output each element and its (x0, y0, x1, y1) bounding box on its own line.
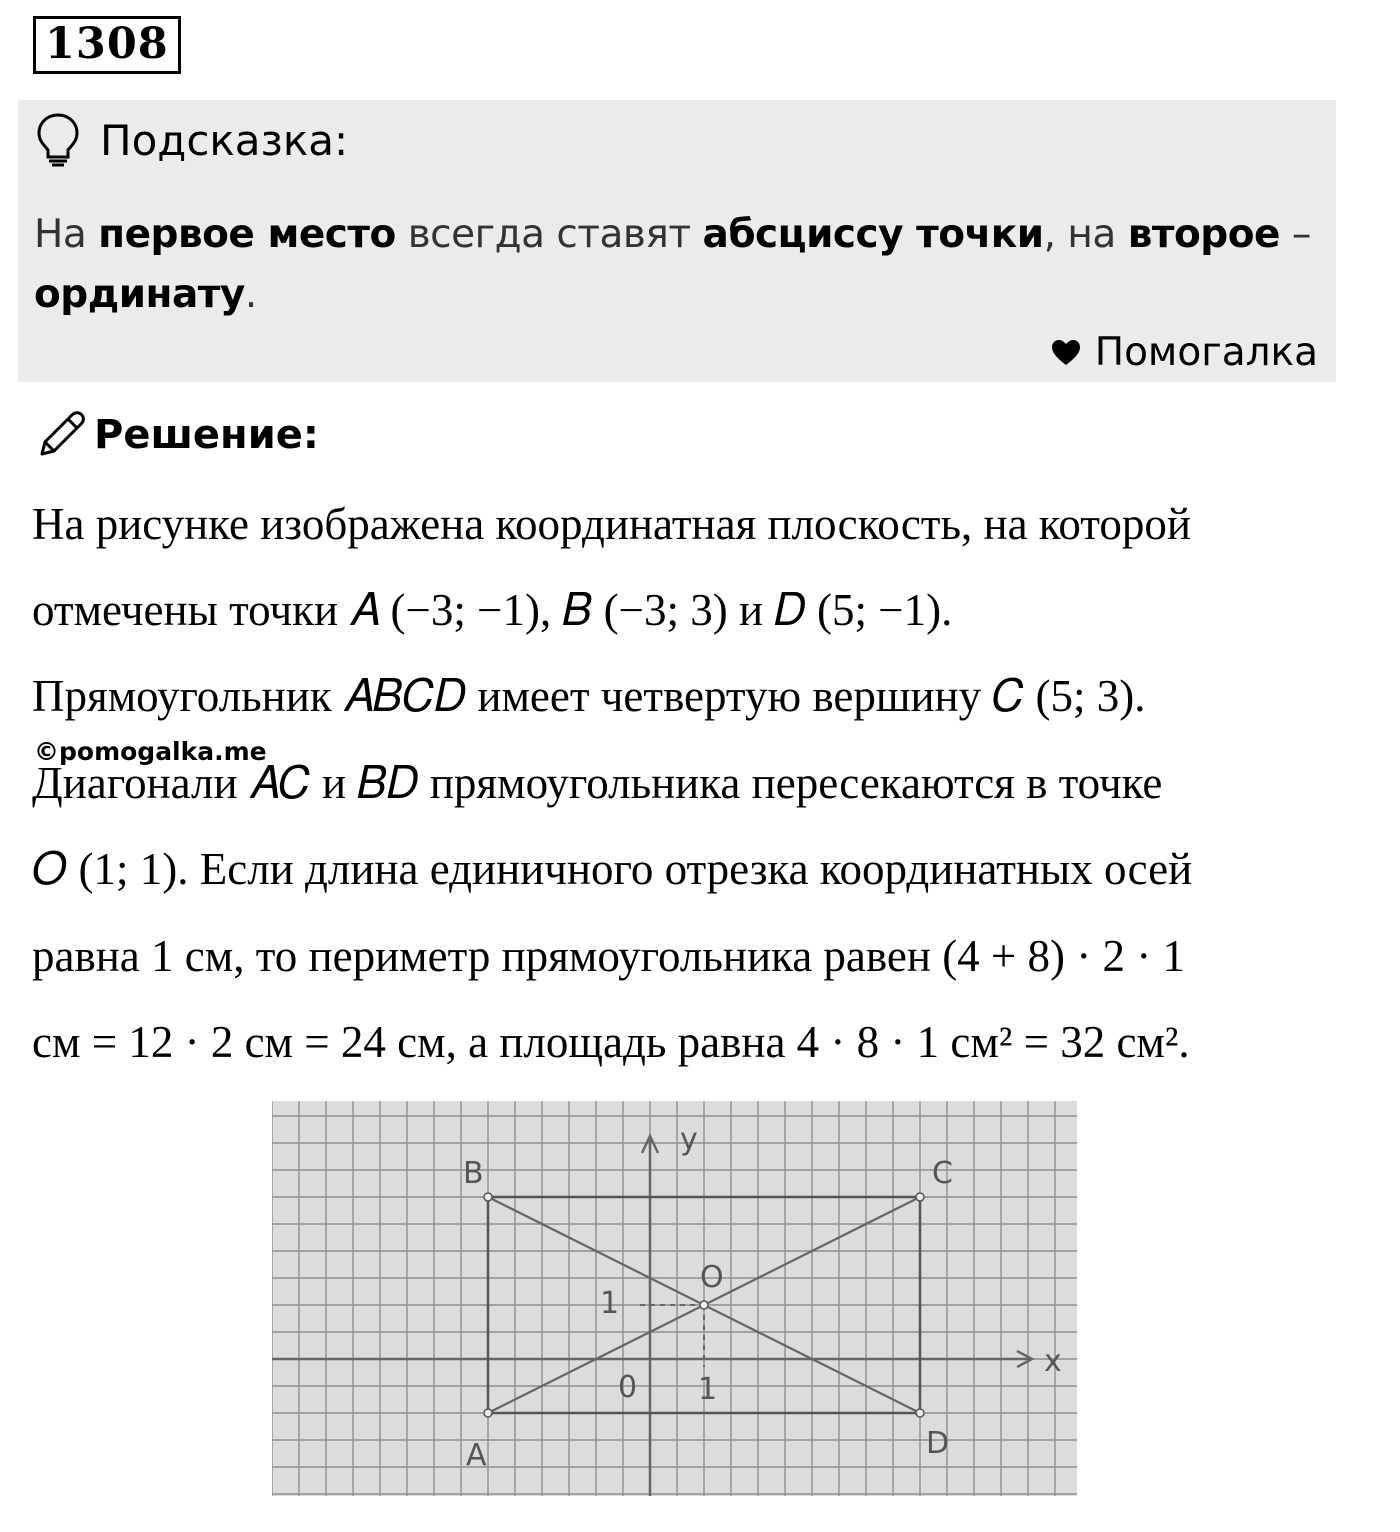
solution-line: см = 12 · 2 см = 24 см, а площадь равна 4 · 8 · 1 см² = 32 см². (32, 1017, 1190, 1067)
point-a (484, 1409, 492, 1417)
solution-line: отмечены точки 𝐴 (−3; −1), 𝐵 (−3; 3) и 𝐷 (5; −1). (32, 585, 953, 635)
solution-line: Прямоугольник 𝐴𝐵𝐶𝐷 имеет четвертую вершину 𝐶 (5; 3). (32, 671, 1146, 721)
figure-canvas (272, 1101, 1077, 1496)
heart-icon (1051, 339, 1081, 366)
hint-text-bold: первое место (98, 212, 396, 257)
hint-text (34, 205, 1314, 325)
label-y-tick: 1 (600, 1286, 620, 1321)
label-c: C (932, 1156, 953, 1191)
solution-title-text: Решение: (94, 412, 319, 458)
point-b (484, 1193, 492, 1201)
hint-text-part: всегда ставят (395, 212, 703, 257)
solution-line: На рисунке изображена координатная плоскость, на которой (32, 499, 1191, 549)
hint-title (36, 110, 348, 170)
point-d (916, 1409, 924, 1417)
hint-text-bold: второе (1127, 212, 1280, 257)
point-c (916, 1193, 924, 1201)
hint-text-part: , на (1043, 212, 1128, 257)
label-x-axis: x (1044, 1344, 1062, 1379)
solution-title (36, 405, 319, 465)
label-y-axis: y (680, 1122, 698, 1157)
solution-line: Диагонали 𝐴𝐶 и 𝐵𝐷 прямоугольника пересекаются в точке (32, 758, 1163, 808)
credit-text: Помогалка (1094, 330, 1318, 375)
hint-text-bold: абсциссу точки (702, 212, 1044, 257)
hint-text-part: – (1279, 212, 1311, 257)
point-o (700, 1301, 708, 1309)
label-a: A (466, 1438, 487, 1473)
credit (1051, 330, 1318, 375)
watermark: ©pomogalka.me (34, 737, 267, 766)
label-b: B (463, 1156, 484, 1191)
coordinate-figure (272, 1101, 1077, 1496)
pencil-icon (36, 410, 86, 460)
hint-text-part: На (34, 212, 99, 257)
label-x-tick: 1 (698, 1372, 718, 1407)
hint-text-bold: ординату (34, 272, 245, 317)
label-origin: 0 (618, 1370, 638, 1405)
lightbulb-icon (36, 112, 80, 168)
solution-line: равна 1 см, то периметр прямоугольника равен (4 + 8) · 2 · 1 (32, 931, 1186, 981)
solution-line: 𝑂 (1; 1). Если длина единичного отрезка координатных осей (32, 844, 1193, 894)
label-o: O (700, 1260, 724, 1295)
label-d: D (926, 1426, 950, 1461)
hint-text-part: . (244, 272, 257, 317)
problem-number: 1308 (33, 16, 181, 74)
hint-title-text: Подсказка: (100, 115, 349, 165)
